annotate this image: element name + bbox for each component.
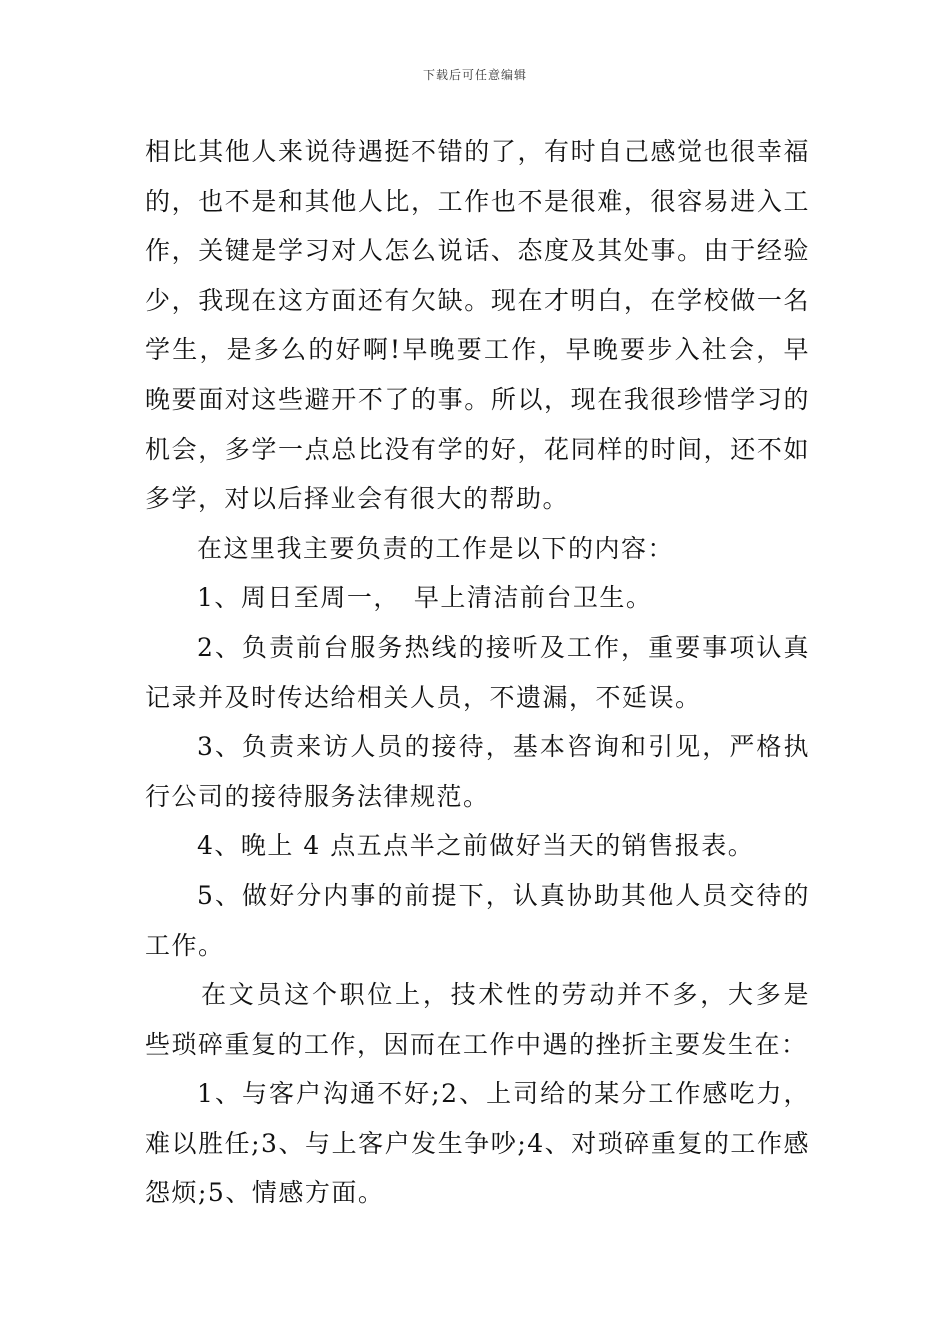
paragraph-duties-intro: 在这里我主要负责的工作是以下的内容： (197, 533, 675, 563)
paragraph-duty-4: 4、晚上 4 点五点半之前做好当天的销售报表。 (197, 831, 755, 861)
paragraph-duty-1: 1、周日至周一， 早上清洁前台卫生。 (197, 583, 653, 613)
header-note: 下载后可任意编辑 (422, 68, 527, 82)
paragraph-duty-3: 3、负责来访人员的接待，基本咨询和引见，严格执行公司的接待服务法律规范。 (145, 732, 810, 811)
paragraph-setbacks: 1、与客户沟通不好;2、上司给的某分工作感吃力，难以胜任;3、与上客户发生争吵;4、对琐碎重复的工作感怨烦;5、情感方面。 (145, 1079, 810, 1208)
paragraph-duty-2: 2、负责前台服务热线的接听及工作，重要事项认真记录并及时传达给相关人员，不遗漏，不延误。 (145, 632, 810, 712)
document-body (145, 127, 810, 1218)
paragraph-clerk-role: 在文员这个职位上，技术性的劳动并不多，大多是些琐碎重复的工作，因而在工作中遇的挫折主要发生在： (145, 980, 810, 1059)
paragraph-continuation: 相比其他人来说待遇挺不错的了，有时自己感觉也很幸福的，也不是和其他人比，工作也不是很难，很容易进入工作，关键是学习对人怎么说话、态度及其处事。由于经验少，我现在这方面还有欠缺。现在才明白，在学校做一名学生，是多么的好啊!早晚要工作，早晚要步入社会，早晚要面对这些避开不了的事。所以，现在我很珍惜学习的机会，多学一点总比没有学的好，花同样的时间，还不如多学，对以后择业会有很大的帮助。 (145, 137, 810, 514)
paragraph-duty-5: 5、做好分内事的前提下，认真协助其他人员交待的工作。 (145, 880, 810, 960)
